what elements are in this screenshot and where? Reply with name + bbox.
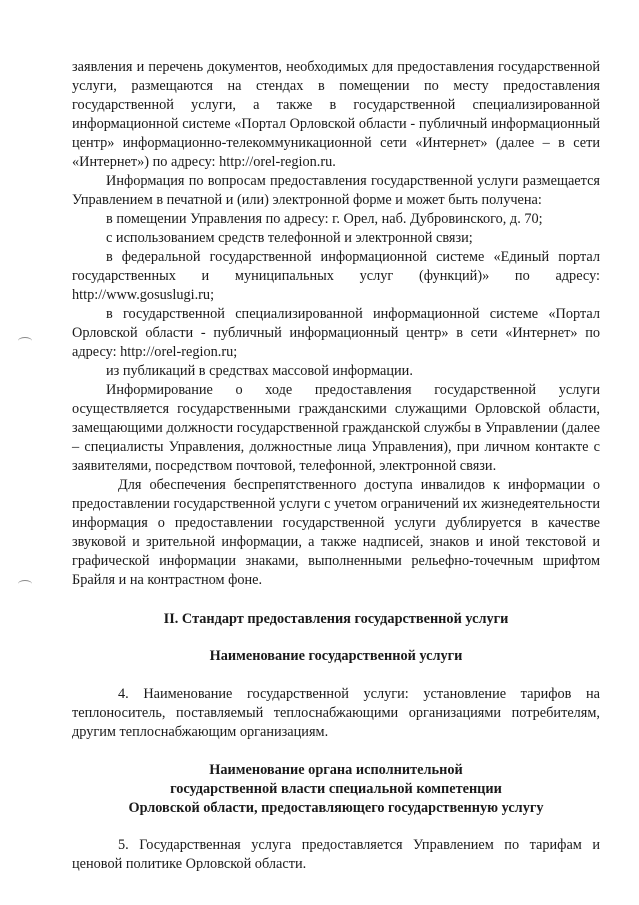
- paragraph-information-access: Информация по вопросам предоставления государственной услуги размещается Управлением в печатной и (или) электронной форме и может быть получена:: [72, 173, 600, 208]
- list-item-office-address: в помещении Управления по адресу: г. Орел, наб. Дубровинского, д. 70;: [106, 211, 543, 227]
- paragraph-application-documents: заявления и перечень документов, необходимых для предоставления государственной услуги, размещаются на стендах в помещении по месту предоставления государственной услуги, а также в государственной специализированной информационной системе «Портал Орловской области - публичный информационный центр» информационно-телекоммуникационной сети «Интернет» (далее – в сети «Интернет») по адресу: http://orel-region.ru.: [72, 59, 600, 170]
- paragraph-4: 4. Наименование государственной услуги: установление тарифов на теплоноситель, поставляемый теплоснабжающими организациями потребителям, другим теплоснабжающим организациям.: [72, 686, 600, 740]
- section-heading: II. Стандарт предоставления государственной услуги: [163, 611, 509, 627]
- list-item-phone-email: с использованием средств телефонной и электронной связи;: [106, 230, 473, 246]
- subheading-service-name: Наименование государственной услуги: [209, 648, 463, 664]
- list-item-federal-portal: в федеральной государственной информационной системе «Единый портал государственных и муниципальных услуг (функций)» по адресу: http://www.gosuslugi.ru;: [72, 249, 600, 303]
- subheading-authority-line-1: Наименование органа исполнительной: [209, 762, 463, 778]
- document-body: [72, 58, 600, 874]
- punch-hole-mark: [18, 580, 32, 588]
- list-item-regional-portal: в государственной специализированной информационной системе «Портал Орловской области - публичный информационный центр» в сети «Интернет» по адресу: http://orel-region.ru;: [72, 306, 600, 360]
- subheading-authority-line-3: Орловской области, предоставляющего государственную услугу: [128, 800, 544, 816]
- subheading-authority-line-2: государственной власти специальной компетенции: [170, 781, 502, 797]
- punch-hole-mark: [18, 337, 32, 345]
- paragraph-disability-access: Для обеспечения беспрепятственного доступа инвалидов к информации о предоставлении государственной услуги с учетом ограничений их жизнедеятельности информация о предоставлении государственной услуги дублируется в качестве звуковой и зрительной информации, а также надписей, знаков и иной текстовой и графической информации знаками, выполненными рельефно-точечным шрифтом Брайля и на контрастном фоне.: [72, 477, 600, 588]
- paragraph-5: 5. Государственная услуга предоставляется Управлением по тарифам и ценовой политике Орловской области.: [72, 837, 600, 872]
- paragraph-informing-process: Информирование о ходе предоставления государственной услуги осуществляется государственными гражданскими служащими Орловской области, замещающими должности государственной гражданской службы в Управлении (далее – специалисты Управления, должностные лица Управления), при личном контакте с заявителями, посредством почтовой, телефонной, электронной связи.: [72, 382, 600, 474]
- list-item-mass-media: из публикаций в средствах массовой информации.: [106, 363, 413, 379]
